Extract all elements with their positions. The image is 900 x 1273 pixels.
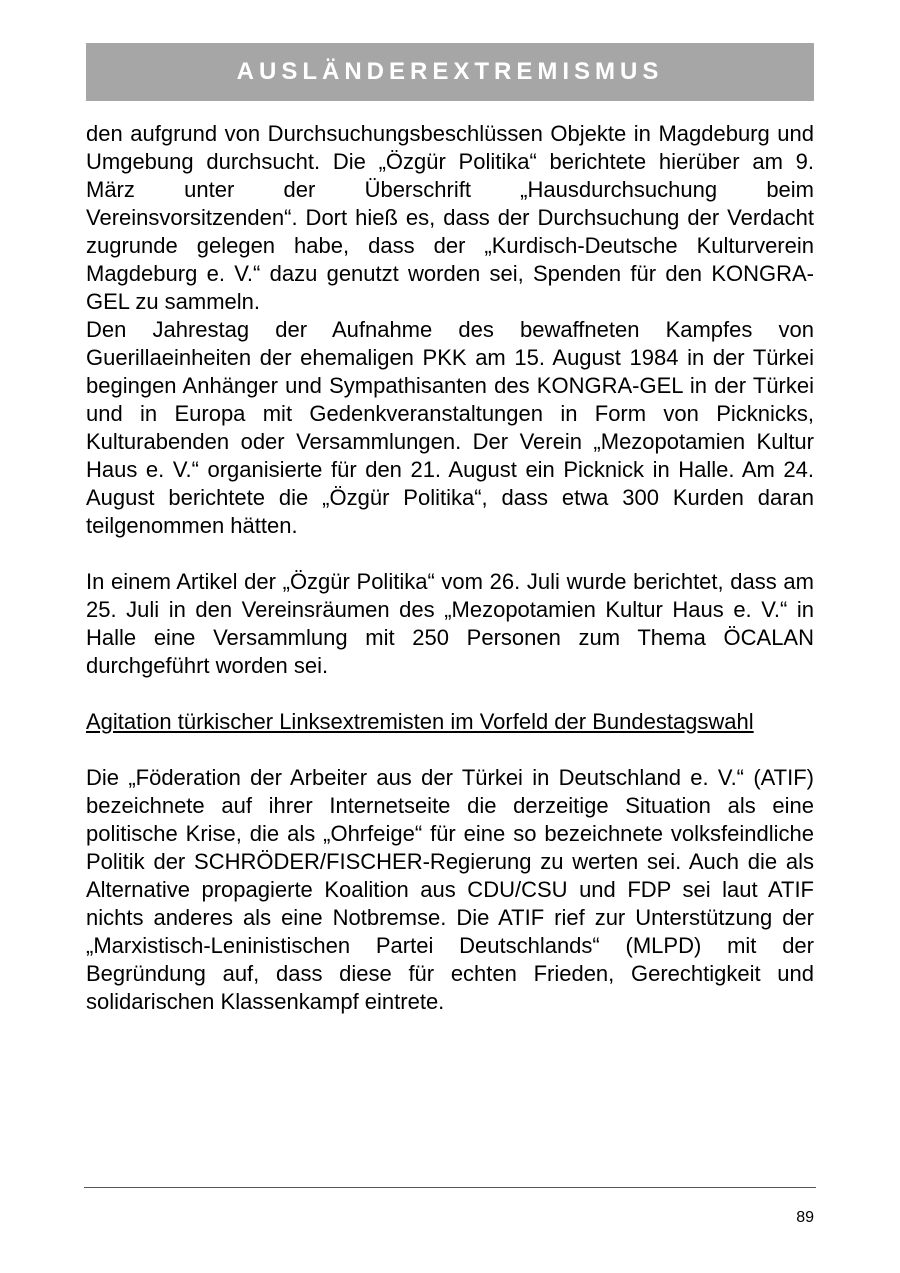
chapter-title: AUSLÄNDEREXTREMISMUS bbox=[236, 58, 664, 85]
footer-divider bbox=[84, 1187, 816, 1188]
paragraph-magdeburg-search: den aufgrund von Durchsuchungsbeschlüssen Objekte in Magdeburg und Umgebung durchsucht. Die „Özgür Politika“ berichtete hierüber am 9. März unter der Überschrift „Hausdurchsuchung beim Vereinsvorsitzenden“. Dort hieß es, dass der Durchsuchung der Verdacht zugrunde gelegen habe, dass der „Kurdisch-Deutsche Kulturverein Magdeburg e. V.“ dazu genutzt worden sei, Spenden für den KONGRA-GEL zu sammeln. bbox=[86, 121, 814, 314]
page-body bbox=[86, 120, 814, 1016]
section-heading: Agitation türkischer Linksextremisten im Vorfeld der Bundestagswahl bbox=[86, 709, 754, 734]
paragraph-halle-meeting: In einem Artikel der „Özgür Politika“ vom 26. Juli wurde berichtet, dass am 25. Juli in den Vereinsräumen des „Mezopotamien Kultur Haus e. V.“ in Halle eine Versammlung mit 250 Personen zum Thema ÖCALAN durchgeführt worden sei. bbox=[86, 569, 814, 678]
chapter-header-bar bbox=[86, 43, 814, 101]
paragraph-atif-statement: Die „Föderation der Arbeiter aus der Türkei in Deutschland e. V.“ (ATIF) bezeichnete auf ihrer Internetseite die derzeitige Situation als eine politische Krise, die als „Ohrfeige“ für eine so bezeichnete volksfeindliche Politik der SCHRÖDER/FISCHER-Regierung zu werten sei. Auch die als Alternative propagierte Koalition aus CDU/CSU und FDP sei laut ATIF nichts anderes als eine Notbremse. Die ATIF rief zur Unterstützung der „Marxistisch-Leninistischen Partei Deutschlands“ (MLPD) mit der Begründung auf, dass diese für echten Frieden, Gerechtigkeit und solidarischen Klassenkampf eintrete. bbox=[86, 765, 814, 1014]
page-number: 89 bbox=[796, 1209, 814, 1226]
paragraph-anniversary-events: Den Jahrestag der Aufnahme des bewaffneten Kampfes von Guerillaeinheiten der ehemaligen PKK am 15. August 1984 in der Türkei begingen Anhänger und Sympathisanten des KONGRA-GEL in der Türkei und in Europa mit Gedenkveranstaltungen in Form von Picknicks, Kulturabenden oder Versammlungen. Der Verein „Mezopotamien Kultur Haus e. V.“ organisierte für den 21. August ein Picknick in Halle. Am 24. August berichtete die „Özgür Politika“, dass etwa 300 Kurden daran teilgenommen hätten. bbox=[86, 317, 814, 538]
